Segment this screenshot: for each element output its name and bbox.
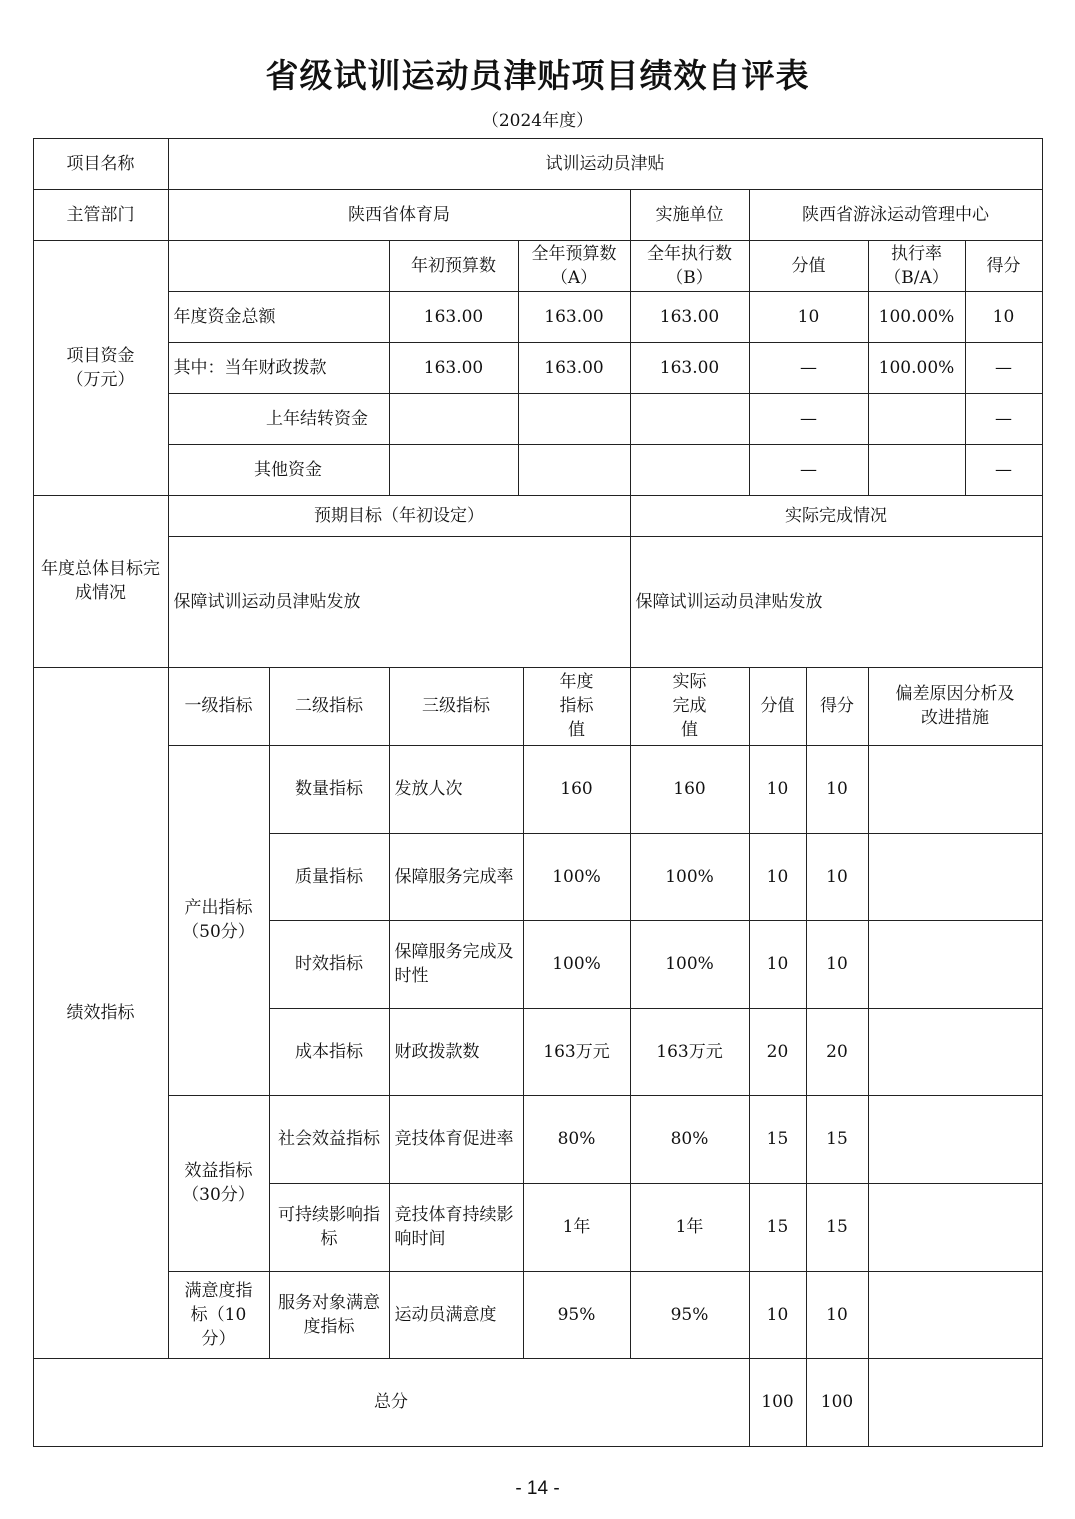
goals-label: 年度总体目标完成情况 <box>33 495 169 668</box>
project-name-label: 项目名称 <box>33 138 169 190</box>
goals-actual-header: 实际完成情况 <box>630 495 1043 537</box>
funds-cell: — <box>965 444 1043 496</box>
perf-label: 绩效指标 <box>33 667 169 1359</box>
funds-cell <box>389 393 519 445</box>
goals-actual: 保障试训运动员津贴发放 <box>630 536 1043 668</box>
funds-cell <box>630 444 750 496</box>
funds-cell: 163.00 <box>389 342 519 394</box>
perf-cell-l3: 保障服务完成及时性 <box>389 920 524 1009</box>
funds-cell: — <box>749 444 869 496</box>
total-value: 100 <box>749 1358 807 1447</box>
funds-cell: 163.00 <box>630 291 750 343</box>
funds-row-name: 年度资金总额 <box>168 291 390 343</box>
page-title: 省级试训运动员津贴项目绩效自评表 <box>265 56 810 95</box>
funds-cell <box>868 444 966 496</box>
perf-cell-note <box>868 1183 1043 1272</box>
funds-row-name: 上年结转资金 <box>168 393 390 445</box>
funds-cell: 10 <box>749 291 869 343</box>
total-note <box>868 1358 1043 1447</box>
funds-cell: — <box>965 342 1043 394</box>
perf-cell-actual: 100% <box>630 920 750 1009</box>
perf-group: 满意度指标（10分） <box>168 1271 270 1359</box>
page-number: - 14 - <box>515 1478 560 1499</box>
page-subtitle: （2024年度） <box>481 111 594 131</box>
funds-cell <box>518 444 631 496</box>
perf-cell-l2: 质量指标 <box>269 833 390 921</box>
perf-cell-score: 15 <box>806 1095 869 1184</box>
perf-cell-target: 163万元 <box>523 1008 631 1096</box>
perf-cell-score: 10 <box>806 745 869 834</box>
total-label: 总分 <box>33 1358 750 1447</box>
goals-expected: 保障试训运动员津贴发放 <box>168 536 631 668</box>
perf-header: 二级指标 <box>269 667 390 746</box>
perf-cell-target: 100% <box>523 833 631 921</box>
perf-cell-value: 10 <box>749 920 807 1009</box>
perf-cell-note <box>868 920 1043 1009</box>
perf-cell-actual: 163万元 <box>630 1008 750 1096</box>
perf-cell-value: 15 <box>749 1095 807 1184</box>
funds-header: 分值 <box>749 240 869 292</box>
perf-cell-note <box>868 1271 1043 1359</box>
perf-cell-value: 10 <box>749 833 807 921</box>
perf-header: 年度指标值 <box>523 667 631 746</box>
funds-header-blank <box>168 240 390 292</box>
perf-cell-value: 10 <box>749 1271 807 1359</box>
funds-cell: 100.00% <box>868 291 966 343</box>
funds-cell: — <box>749 342 869 394</box>
perf-cell-actual: 80% <box>630 1095 750 1184</box>
funds-cell: 100.00% <box>868 342 966 394</box>
impl-value: 陕西省游泳运动管理中心 <box>749 189 1043 241</box>
funds-header: 年初预算数 <box>389 240 519 292</box>
funds-label: 项目资金（万元） <box>33 240 169 496</box>
perf-cell-l2: 数量指标 <box>269 745 390 834</box>
perf-cell-l3: 财政拨款数 <box>389 1008 524 1096</box>
total-score: 100 <box>806 1358 869 1447</box>
perf-cell-value: 20 <box>749 1008 807 1096</box>
perf-cell-target: 95% <box>523 1271 631 1359</box>
funds-cell: 163.00 <box>518 342 631 394</box>
perf-cell-actual: 100% <box>630 833 750 921</box>
funds-header: 得分 <box>965 240 1043 292</box>
funds-header: 全年执行数（B） <box>630 240 750 292</box>
perf-cell-note <box>868 833 1043 921</box>
perf-cell-score: 10 <box>806 833 869 921</box>
perf-header: 偏差原因分析及改进措施 <box>868 667 1043 746</box>
perf-cell-l3: 运动员满意度 <box>389 1271 524 1359</box>
funds-row-name: 其中：当年财政拨款 <box>168 342 390 394</box>
funds-cell: 163.00 <box>630 342 750 394</box>
dept-value: 陕西省体育局 <box>168 189 631 241</box>
dept-label: 主管部门 <box>33 189 169 241</box>
perf-cell-l3: 竞技体育促进率 <box>389 1095 524 1184</box>
project-name-value: 试训运动员津贴 <box>168 138 1043 190</box>
perf-cell-l2: 可持续影响指标 <box>269 1183 390 1272</box>
perf-header: 得分 <box>806 667 869 746</box>
perf-group: 产出指标（50分） <box>168 745 270 1096</box>
perf-cell-l3: 发放人次 <box>389 745 524 834</box>
perf-cell-target: 100% <box>523 920 631 1009</box>
perf-cell-target: 160 <box>523 745 631 834</box>
perf-header: 一级指标 <box>168 667 270 746</box>
perf-cell-l2: 时效指标 <box>269 920 390 1009</box>
impl-label: 实施单位 <box>630 189 750 241</box>
funds-cell: 163.00 <box>389 291 519 343</box>
goals-expected-header: 预期目标（年初设定） <box>168 495 631 537</box>
perf-cell-score: 10 <box>806 1271 869 1359</box>
perf-cell-l3: 保障服务完成率 <box>389 833 524 921</box>
perf-cell-l2: 服务对象满意度指标 <box>269 1271 390 1359</box>
perf-header: 分值 <box>749 667 807 746</box>
perf-group: 效益指标（30分） <box>168 1095 270 1272</box>
funds-header: 全年预算数（A） <box>518 240 631 292</box>
perf-cell-actual: 160 <box>630 745 750 834</box>
funds-cell: — <box>965 393 1043 445</box>
funds-cell <box>630 393 750 445</box>
perf-cell-target: 80% <box>523 1095 631 1184</box>
funds-row-name: 其他资金 <box>168 444 390 496</box>
perf-cell-l3: 竞技体育持续影响时间 <box>389 1183 524 1272</box>
perf-cell-score: 15 <box>806 1183 869 1272</box>
perf-header: 实际完成值 <box>630 667 750 746</box>
funds-cell <box>518 393 631 445</box>
perf-cell-score: 10 <box>806 920 869 1009</box>
perf-cell-value: 10 <box>749 745 807 834</box>
perf-cell-value: 15 <box>749 1183 807 1272</box>
funds-cell: 163.00 <box>518 291 631 343</box>
perf-cell-note <box>868 1008 1043 1096</box>
perf-cell-note <box>868 745 1043 834</box>
perf-cell-actual: 95% <box>630 1271 750 1359</box>
funds-cell: — <box>749 393 869 445</box>
perf-cell-score: 20 <box>806 1008 869 1096</box>
funds-cell <box>868 393 966 445</box>
funds-header: 执行率（B/A） <box>868 240 966 292</box>
perf-cell-target: 1年 <box>523 1183 631 1272</box>
perf-cell-actual: 1年 <box>630 1183 750 1272</box>
funds-cell: 10 <box>965 291 1043 343</box>
perf-cell-note <box>868 1095 1043 1184</box>
perf-cell-l2: 社会效益指标 <box>269 1095 390 1184</box>
perf-cell-l2: 成本指标 <box>269 1008 390 1096</box>
funds-cell <box>389 444 519 496</box>
perf-header: 三级指标 <box>389 667 524 746</box>
